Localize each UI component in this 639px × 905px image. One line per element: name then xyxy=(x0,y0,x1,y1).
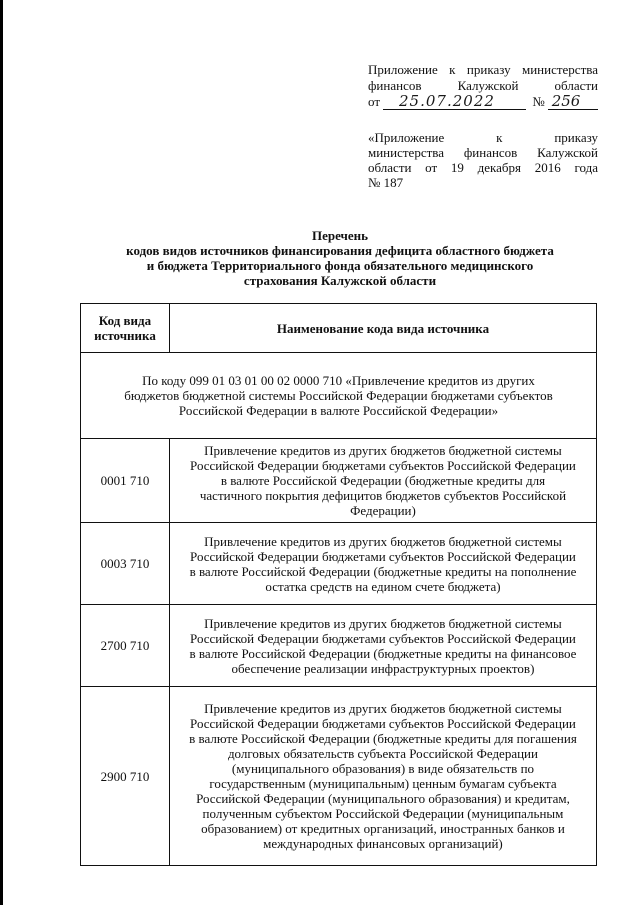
source-codes-table xyxy=(80,303,597,866)
code-header-line-2: источника xyxy=(94,328,156,343)
document-title xyxy=(80,228,600,288)
description-cell xyxy=(169,605,596,687)
table-row xyxy=(81,523,597,605)
order-appendix-header xyxy=(368,62,598,110)
sub-header-line-1: «Приложение к приказу xyxy=(368,130,598,145)
description-cell xyxy=(169,439,596,523)
sub-header-line-4: № 187 xyxy=(368,175,404,190)
description-line: Привлечение кредитов из других бюджетов бюджетной системы xyxy=(204,443,562,458)
section-line-1: По коду 099 01 03 01 00 02 0000 710 «Привлечение кредитов из других xyxy=(142,373,535,388)
original-appendix-reference xyxy=(368,130,598,190)
description-line: Привлечение кредитов из других бюджетов бюджетной системы xyxy=(204,701,562,716)
description-line: Федерации) xyxy=(350,503,416,518)
description-line: Российской Федерации бюджетами субъектов Российской Федерации xyxy=(190,716,576,731)
section-heading-row xyxy=(81,353,597,439)
table-row xyxy=(81,605,597,687)
description-line: обеспечение реализации инфраструктурных проектов) xyxy=(231,660,535,676)
header-line-2: финансов Калужской области xyxy=(368,78,598,93)
description-line: Привлечение кредитов из других бюджетов бюджетной системы xyxy=(204,615,562,631)
handwritten-number: 256 xyxy=(548,94,598,110)
code-column-header xyxy=(81,304,170,353)
section-line-3: Российской Федерации в валюте Российской Федерации» xyxy=(178,403,499,418)
description-line: международных финансовых организаций) xyxy=(263,836,503,851)
header-date-number-row xyxy=(368,94,598,110)
code-cell: 2900 710 xyxy=(81,687,170,866)
sub-header-line-2: министерства финансов Калужской xyxy=(368,145,598,160)
description-line: государственным (муниципальным) ценным бумагам субъекта xyxy=(209,776,557,791)
code-header-line-1: Код вида xyxy=(98,313,152,328)
title-line-1: Перечень xyxy=(311,228,369,243)
description-line: Российской Федерации бюджетами субъектов Российской Федерации xyxy=(190,630,576,646)
section-line-2: бюджетов бюджетной системы Российской Федерации бюджетами субъектов xyxy=(124,388,553,403)
header-line-1: Приложение к приказу министерства xyxy=(368,62,598,77)
description-line: полученным субъектом Российской Федерации (муниципальным xyxy=(202,806,564,821)
description-line: в валюте Российской Федерации (бюджетные кредиты на пополнение xyxy=(189,563,577,579)
sub-header-line-3: области от 19 декабря 2016 года xyxy=(368,160,598,175)
description-line: Российской Федерации (муниципального образования) и кредитам, xyxy=(196,791,570,806)
section-heading-cell xyxy=(81,353,597,439)
description-line: в валюте Российской Федерации (бюджетные кредиты на финансовое xyxy=(189,645,577,661)
description-line: в валюте Российской Федерации (бюджетные кредиты для xyxy=(220,473,546,488)
from-label: от xyxy=(368,94,381,109)
title-line-4: страхования Калужской области xyxy=(243,273,437,288)
description-line: (муниципального образования) в виде обязательств по xyxy=(231,761,535,776)
name-column-header: Наименование кода вида источника xyxy=(169,304,596,353)
table-row xyxy=(81,687,597,866)
description-cell xyxy=(169,687,596,866)
description-line: образованием) от кредитных организаций, иностранных банков и xyxy=(201,821,565,836)
description-line: Российской Федерации бюджетами субъектов Российской Федерации xyxy=(190,458,576,473)
title-line-2: кодов видов источников финансирования дефицита областного бюджета xyxy=(126,243,554,258)
title-line-3: и бюджета Территориального фонда обязательного медицинского xyxy=(146,258,534,273)
scan-edge xyxy=(0,0,3,905)
description-cell xyxy=(169,523,596,605)
description-line: частичного покрытия дефицитов бюджетов субъектов Российской xyxy=(199,488,567,503)
code-cell: 0001 710 xyxy=(81,439,170,523)
handwritten-date: 25.07.2022 xyxy=(383,94,526,110)
description-line: остатка средств на едином счете бюджета) xyxy=(265,578,501,594)
table-row xyxy=(81,439,597,523)
table-header-row xyxy=(81,304,597,353)
description-line: в валюте Российской Федерации (бюджетные кредиты для погашения xyxy=(189,731,577,746)
code-cell: 2700 710 xyxy=(81,605,170,687)
code-cell: 0003 710 xyxy=(81,523,170,605)
description-line: Российской Федерации бюджетами субъектов Российской Федерации xyxy=(190,548,576,564)
description-line: Привлечение кредитов из других бюджетов бюджетной системы xyxy=(204,533,562,549)
description-line: долговых обязательств субъекта Российской Федерации xyxy=(227,746,538,761)
number-label: № xyxy=(532,94,545,109)
